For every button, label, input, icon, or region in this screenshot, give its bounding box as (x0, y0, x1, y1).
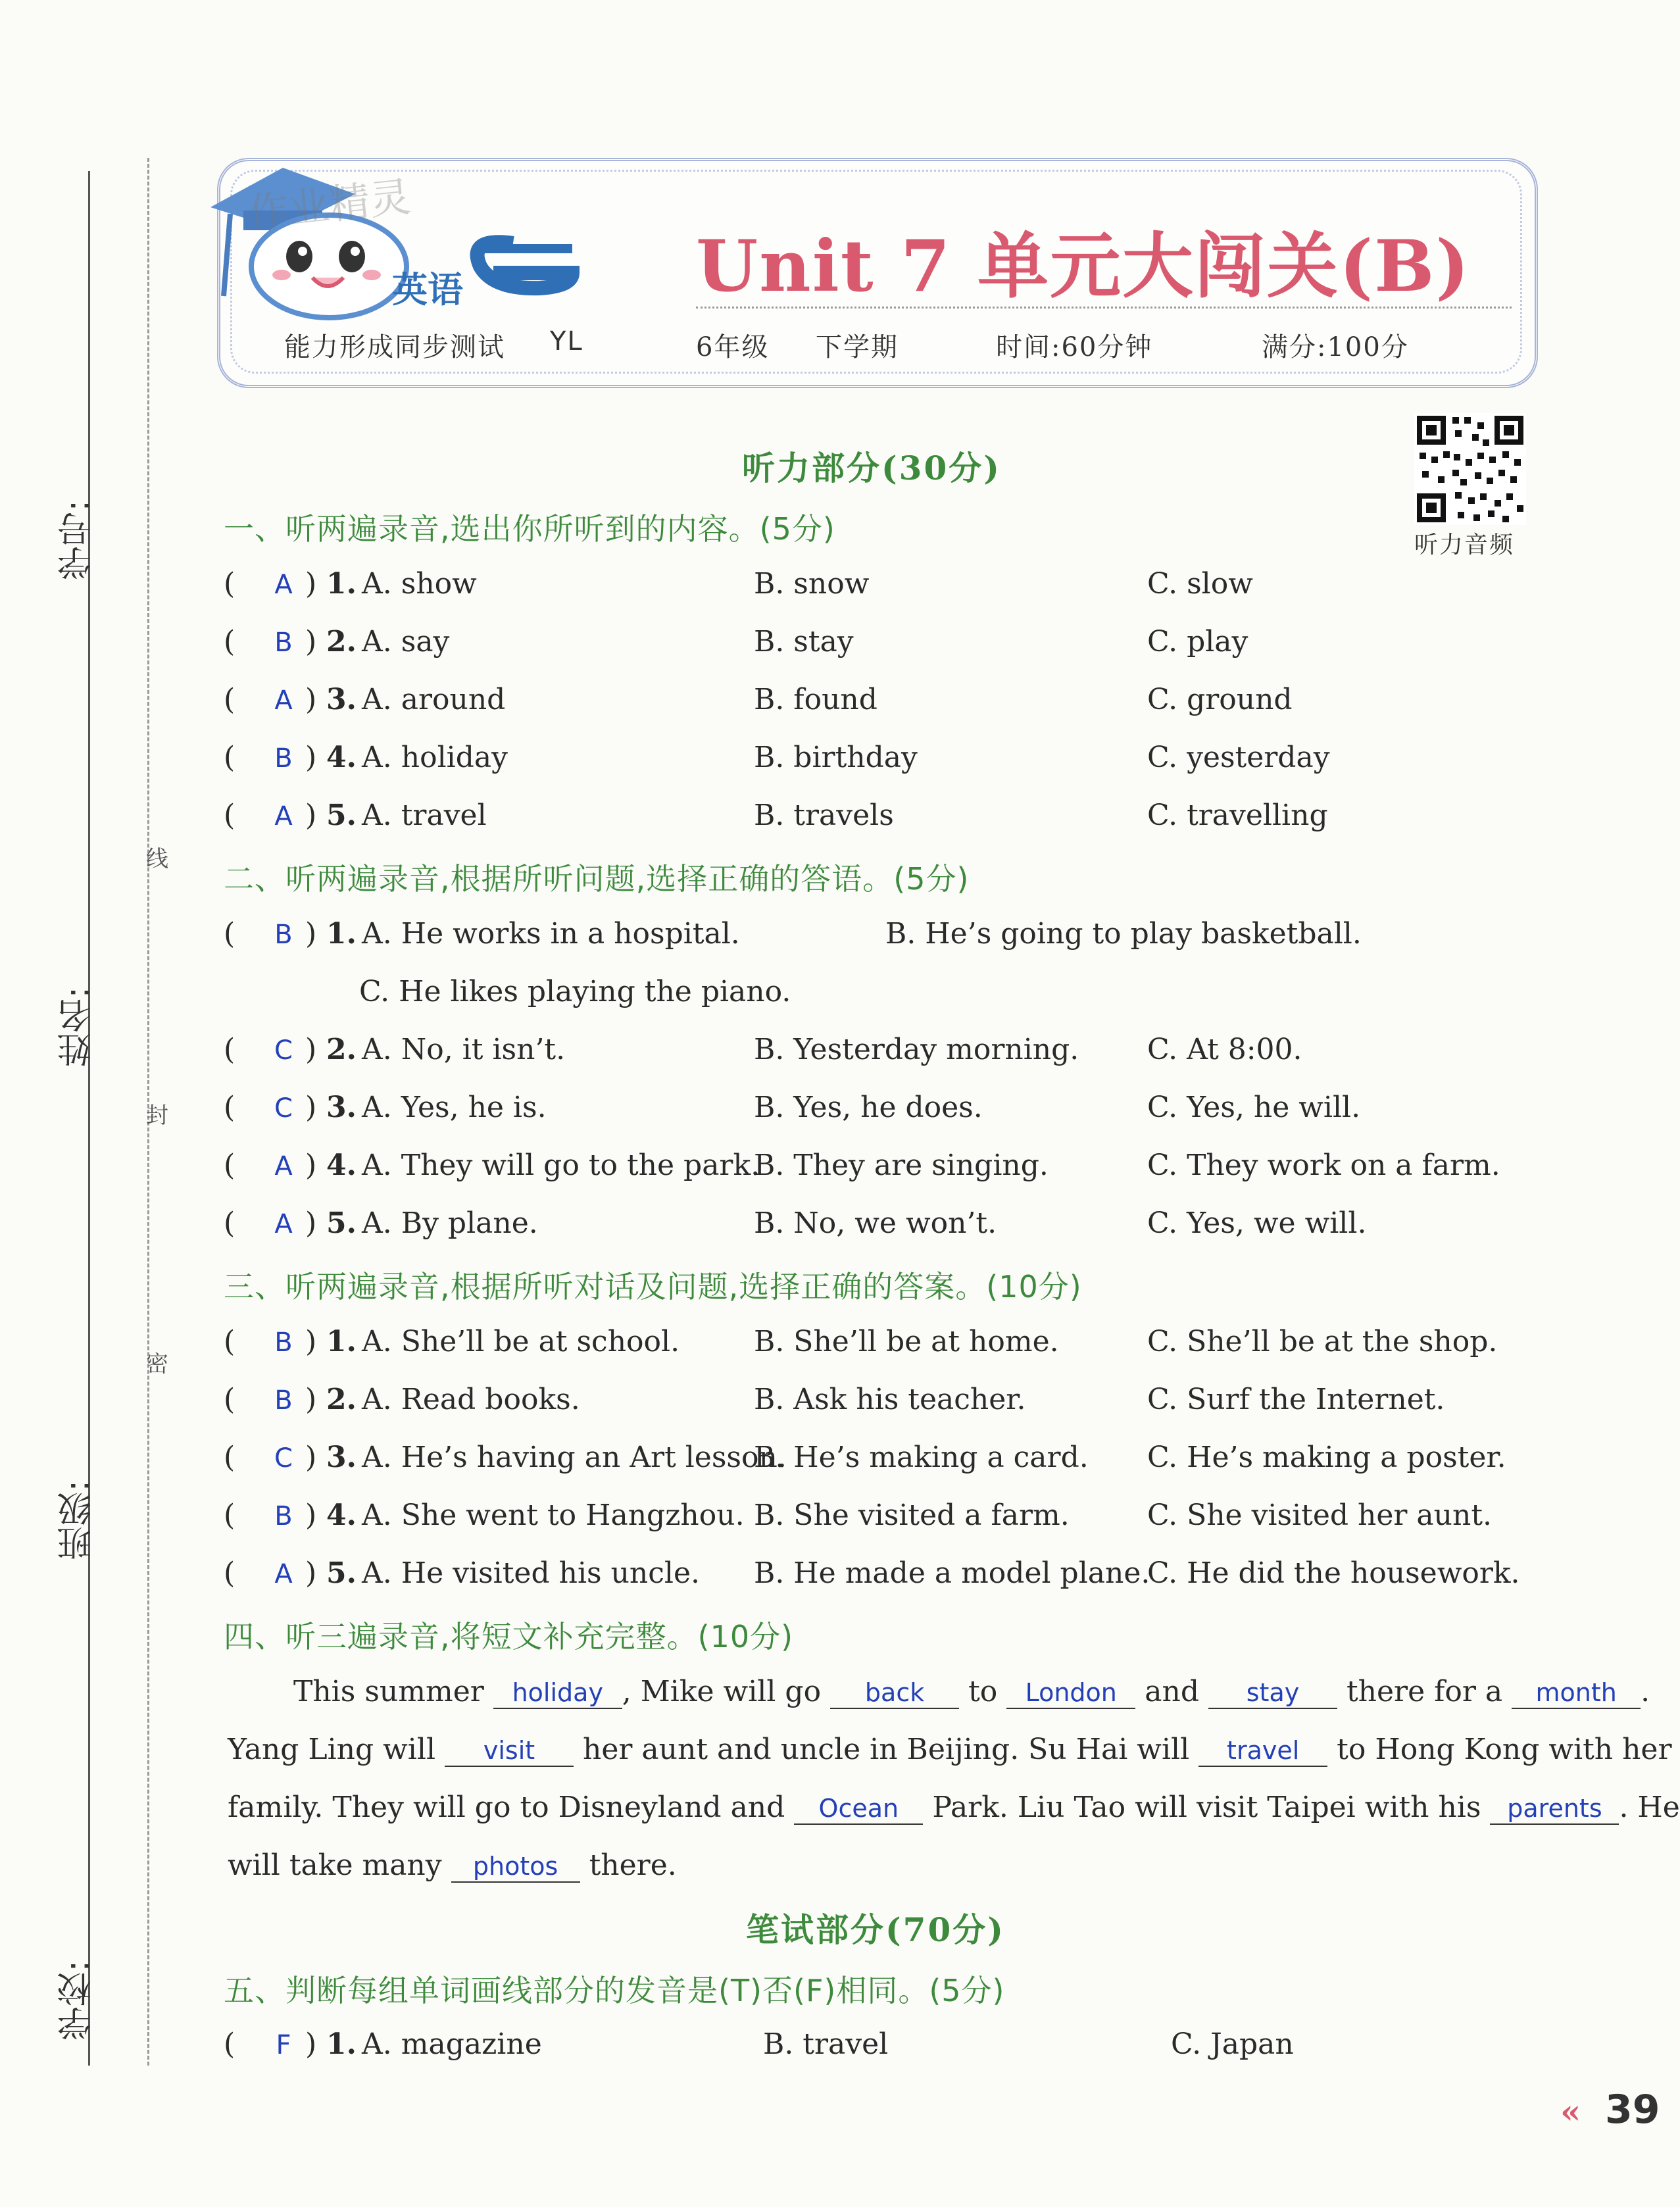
name-label: 姓名: (58, 987, 97, 1067)
paren-open: ( (224, 1383, 235, 1416)
cloze-blank[interactable]: photos (451, 1851, 580, 1883)
logo-watermark: 作业精灵 (245, 172, 413, 237)
paren-open: ( (224, 1149, 235, 1182)
cloze-text: and (1145, 1675, 1199, 1708)
paren-open: ( (224, 625, 235, 658)
answer-mark[interactable]: B (274, 743, 293, 774)
paren-close: ) (305, 1033, 317, 1066)
cloze-blank[interactable]: London (1006, 1677, 1135, 1709)
paren-close: ) (305, 1206, 317, 1240)
option-a: A. around (362, 683, 506, 716)
option-b: B. He’s going to play basketball. (885, 917, 1362, 951)
paren-open: ( (224, 917, 235, 951)
answer-mark[interactable]: C (274, 1035, 293, 1066)
answer-mark[interactable]: B (274, 1501, 293, 1531)
cloze-text: her aunt and uncle in Beijing. Su Hai will (583, 1733, 1190, 1766)
time-info: 时间:60分钟 (996, 332, 1153, 362)
term-info: 下学期 (816, 332, 899, 362)
option-c: C. He’s making a poster. (1147, 1441, 1506, 1474)
option-a: A. No, it isn’t. (362, 1033, 566, 1066)
answer-mark[interactable]: A (274, 1209, 293, 1239)
writing-part-title: 笔试部分(70分) (746, 1910, 1005, 1949)
cloze-text: to (968, 1675, 998, 1708)
answer-mark[interactable]: A (274, 570, 293, 600)
cloze-line (228, 1791, 1680, 1825)
paren-close: ) (305, 1499, 317, 1532)
page-title: Unit 7 单元大闯关(B) (696, 225, 1471, 308)
answer-mark[interactable]: A (274, 801, 293, 831)
option-a: A. Read books. (362, 1383, 580, 1416)
option-a: A. They will go to the park. (362, 1149, 760, 1182)
paren-close: ) (305, 2027, 317, 2061)
question-number: 5. (326, 1556, 357, 1590)
series-name: 能力形成同步测试 (284, 332, 505, 362)
option-b: B. travels (754, 799, 894, 832)
cloze-blank[interactable]: month (1512, 1677, 1641, 1709)
seal-word-dense: 密 (146, 1351, 168, 1377)
option-c: C. He likes playing the piano. (359, 975, 791, 1008)
option-c: C. slow (1147, 567, 1253, 601)
answer-mark[interactable]: A (274, 1151, 293, 1181)
option-a: A. He works in a hospital. (362, 917, 740, 951)
cloze-line (228, 1848, 677, 1883)
option-a: A. Yes, he is. (362, 1091, 547, 1124)
paren-open: ( (224, 1325, 235, 1358)
paren-close: ) (305, 741, 317, 774)
question-number: 2. (326, 625, 357, 658)
paren-open: ( (224, 1556, 235, 1590)
cloze-blank[interactable]: parents (1490, 1793, 1619, 1825)
logo-subject: 英语 (392, 269, 463, 310)
option-b: B. Yes, he does. (754, 1091, 983, 1124)
option-a: A. holiday (362, 741, 508, 774)
cloze-text: This summer (293, 1675, 484, 1708)
chevron-left-icon: « (1560, 2092, 1581, 2131)
section5-title: 五、判断每组单词画线部分的发音是(T)否(F)相同。(5分) (224, 1973, 1005, 2008)
option-b: B. birthday (754, 741, 918, 774)
paren-open: ( (224, 1033, 235, 1066)
listening-part-title: 听力部分(30分) (742, 449, 1001, 487)
option-c: C. He did the housework. (1147, 1556, 1520, 1590)
paren-open: ( (224, 1091, 235, 1124)
cloze-text: there. (589, 1848, 677, 1882)
paren-close: ) (305, 567, 317, 601)
option-a: A. She went to Hangzhou. (362, 1499, 745, 1532)
option-c: C. They work on a farm. (1147, 1149, 1500, 1182)
option-b: B. She visited a farm. (754, 1499, 1070, 1532)
cloze-blank[interactable]: back (830, 1677, 959, 1709)
answer-mark[interactable]: B (274, 1385, 293, 1416)
qr-caption: 听力音频 (1414, 532, 1515, 558)
id-label: 学号: (58, 500, 97, 580)
paren-open: ( (224, 567, 235, 601)
option-b: B. Yesterday morning. (754, 1033, 1079, 1066)
option-b: B. He made a model plane. (754, 1556, 1150, 1590)
option-b: B. Ask his teacher. (754, 1383, 1026, 1416)
option-b: B. He’s making a card. (754, 1441, 1089, 1474)
section2-title: 二、听两遍录音,根据所听问题,选择正确的答语。(5分) (224, 861, 970, 897)
option-a: A. He visited his uncle. (362, 1556, 700, 1590)
option-a: A. travel (362, 799, 487, 832)
paren-open: ( (224, 741, 235, 774)
header-divider (696, 307, 1512, 309)
question-number: 2. (326, 1383, 357, 1416)
cloze-blank[interactable]: holiday (493, 1677, 622, 1709)
cloze-blank[interactable]: visit (445, 1735, 574, 1767)
answer-mark[interactable]: B (274, 920, 293, 950)
option-a: A. show (362, 567, 477, 601)
answer-mark[interactable]: B (274, 628, 293, 658)
answer-mark[interactable]: A (274, 685, 293, 716)
answer-mark[interactable]: C (274, 1443, 293, 1474)
cloze-blank[interactable]: Ocean (794, 1793, 923, 1825)
paren-close: ) (305, 1383, 317, 1416)
answer-mark[interactable]: F (276, 2030, 291, 2060)
question-number: 4. (326, 1149, 357, 1182)
option-b: B. She’ll be at home. (754, 1325, 1059, 1358)
question-number: 2. (326, 1033, 357, 1066)
option-a: A. He’s having an Art lesson. (362, 1441, 787, 1474)
paren-close: ) (305, 1556, 317, 1590)
paren-close: ) (305, 1091, 317, 1124)
option-b: B. No, we won’t. (754, 1206, 997, 1240)
option-c: C. At 8:00. (1147, 1033, 1302, 1066)
cloze-line (293, 1675, 1650, 1709)
option-c: C. She’ll be at the shop. (1147, 1325, 1498, 1358)
cloze-text: , Mike will go (622, 1675, 822, 1708)
cloze-blank[interactable]: stay (1208, 1677, 1337, 1709)
paren-open: ( (224, 1441, 235, 1474)
option-b: B. stay (754, 625, 854, 658)
question-number: 3. (326, 1441, 357, 1474)
option-b: B. found (754, 683, 877, 716)
question-number: 1. (326, 2027, 357, 2061)
paren-close: ) (305, 799, 317, 832)
cloze-text: Yang Ling will (228, 1733, 436, 1766)
class-label: 班级: (58, 1480, 97, 1560)
option-a: A. magazine (362, 2027, 542, 2061)
question-number: 5. (326, 1206, 357, 1240)
answer-mark[interactable]: B (274, 1327, 293, 1358)
option-c: C. yesterday (1147, 741, 1330, 774)
option-b: B. They are singing. (754, 1149, 1049, 1182)
cloze-line (228, 1733, 1672, 1767)
option-c: C. travelling (1147, 799, 1328, 832)
paren-open: ( (224, 1499, 235, 1532)
answer-mark[interactable]: C (274, 1093, 293, 1124)
option-a: A. say (362, 625, 450, 658)
question-number: 4. (326, 741, 357, 774)
seal-word-line: 线 (146, 846, 168, 872)
question-number: 1. (326, 917, 357, 951)
question-number: 3. (326, 1091, 357, 1124)
qr-code[interactable] (1414, 413, 1526, 525)
page-number: 39 (1605, 2087, 1660, 2133)
question-number: 1. (326, 1325, 357, 1358)
paren-close: ) (305, 917, 317, 951)
section4-title: 四、听三遍录音,将短文补充完整。(10分) (224, 1619, 794, 1654)
option-c: C. Japan (1171, 2027, 1294, 2061)
question-number: 3. (326, 683, 357, 716)
paren-close: ) (305, 1325, 317, 1358)
option-c: C. She visited her aunt. (1147, 1499, 1493, 1532)
grade-info: 6年级 (696, 332, 770, 362)
paren-close: ) (305, 1441, 317, 1474)
score-info: 满分:100分 (1262, 332, 1409, 362)
option-a: A. By plane. (362, 1206, 538, 1240)
cloze-text: Park. Liu Tao will visit Taipei with his (932, 1791, 1481, 1824)
answer-mark[interactable]: A (274, 1559, 293, 1589)
option-c: C. Yes, we will. (1147, 1206, 1367, 1240)
cloze-text: there for a (1346, 1675, 1503, 1708)
section3-title: 三、听两遍录音,根据所听对话及问题,选择正确的答案。(10分) (224, 1269, 1082, 1304)
margin-rule (88, 171, 90, 2066)
option-c: C. Surf the Internet. (1147, 1383, 1445, 1416)
option-c: C. Yes, he will. (1147, 1091, 1361, 1124)
paren-open: ( (224, 1206, 235, 1240)
option-a: A. She’ll be at school. (362, 1325, 680, 1358)
school-label: 学校: (58, 1960, 97, 2041)
edition-tag: YL (550, 326, 583, 357)
cloze-text: . He (1619, 1791, 1680, 1824)
option-b: B. travel (763, 2027, 889, 2061)
paren-close: ) (305, 683, 317, 716)
seal-word-seal: 封 (146, 1103, 168, 1129)
section1-title: 一、听两遍录音,选出你所听到的内容。(5分) (224, 511, 835, 547)
question-number: 1. (326, 567, 357, 601)
option-b: B. snow (754, 567, 870, 601)
paren-open: ( (224, 683, 235, 716)
cloze-blank[interactable]: travel (1198, 1735, 1327, 1767)
question-number: 5. (326, 799, 357, 832)
cloze-text: to Hong Kong with her (1337, 1733, 1672, 1766)
option-c: C. play (1147, 625, 1248, 658)
cloze-text: will take many (228, 1848, 442, 1882)
paren-open: ( (224, 799, 235, 832)
paren-close: ) (305, 1149, 317, 1182)
paren-open: ( (224, 2027, 235, 2061)
cloze-text: . (1641, 1675, 1650, 1708)
question-number: 4. (326, 1499, 357, 1532)
cloze-text: family. They will go to Disneyland and (228, 1791, 785, 1824)
paren-close: ) (305, 625, 317, 658)
option-c: C. ground (1147, 683, 1293, 716)
